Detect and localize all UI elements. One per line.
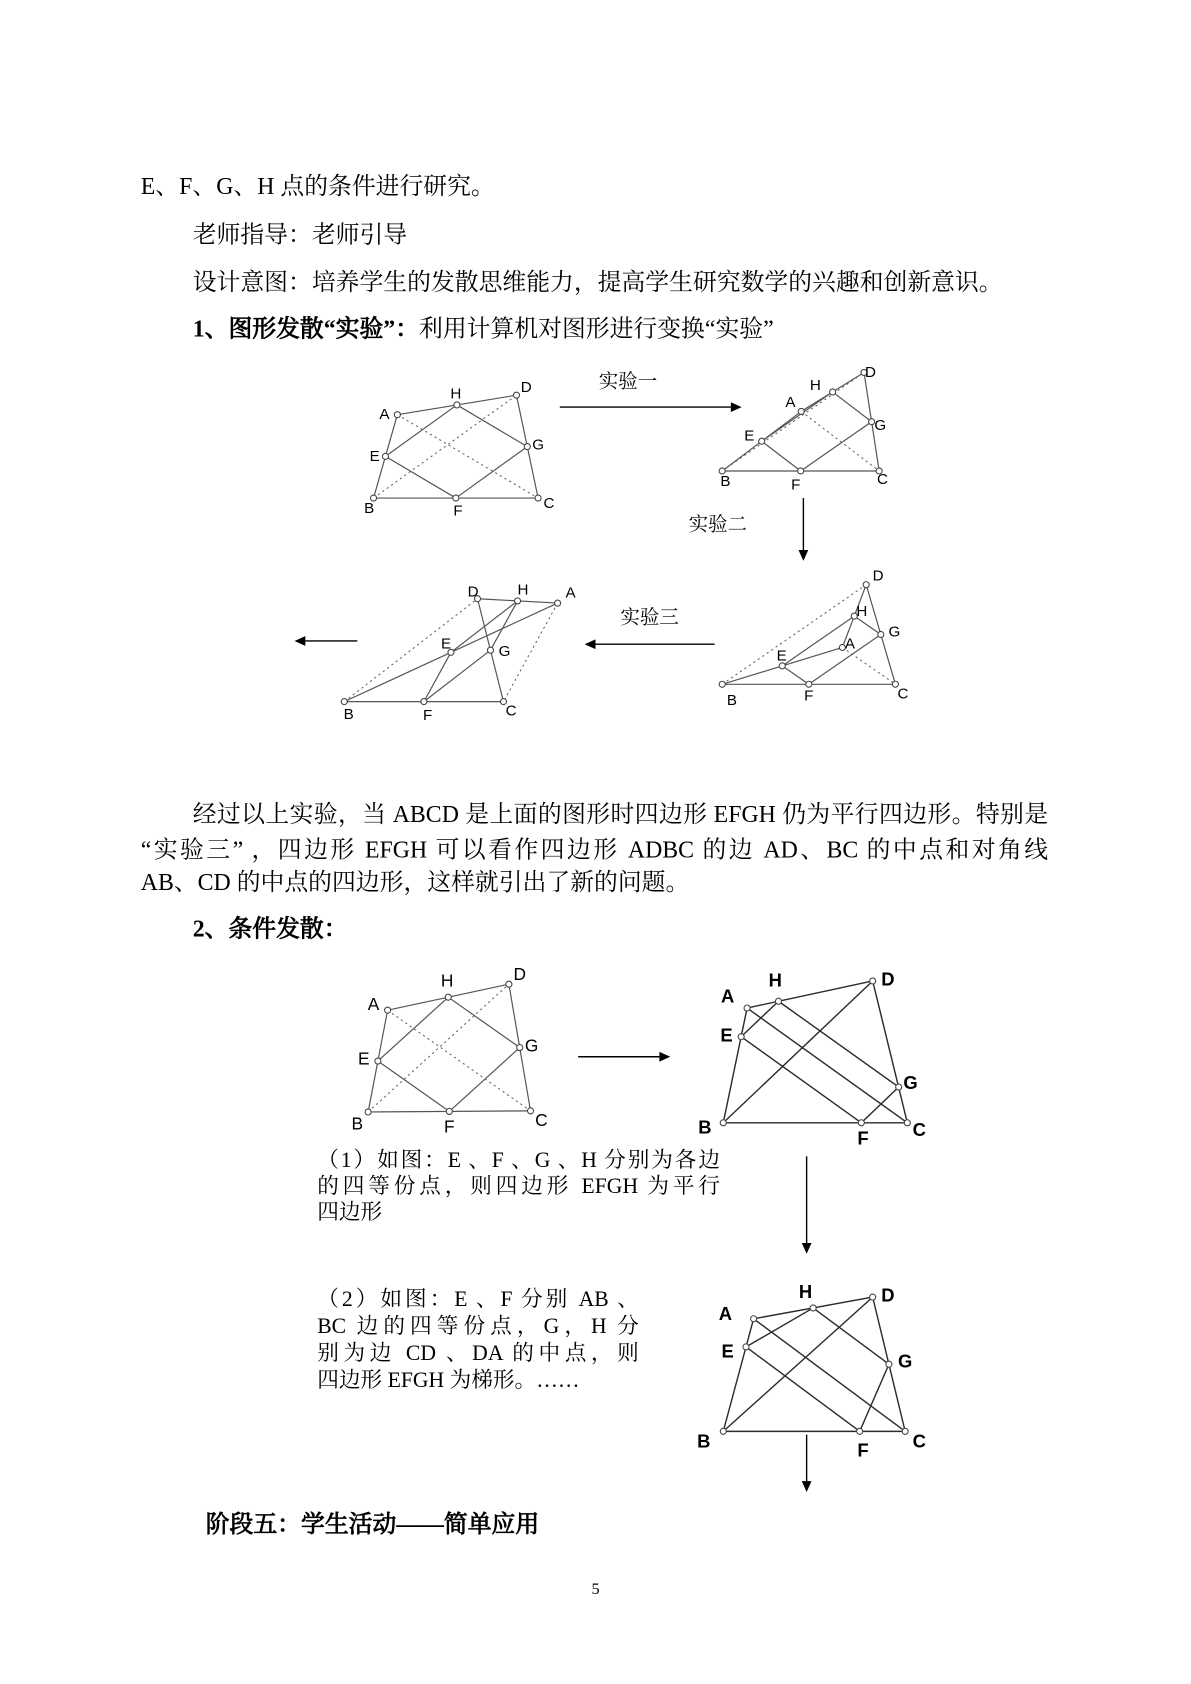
vertex-label-E: E bbox=[441, 635, 452, 653]
arrow-head bbox=[295, 636, 306, 646]
vertex-label-E: E bbox=[720, 1024, 733, 1046]
segment-FE bbox=[762, 441, 801, 471]
dashed-diagonal-BD bbox=[722, 585, 866, 685]
vertex-point-A bbox=[385, 1007, 391, 1013]
vertex-point-F bbox=[857, 1428, 863, 1434]
intro-line: E、F、G、H 点的条件进行研究。 bbox=[140, 172, 495, 200]
vertex-label-C: C bbox=[535, 1110, 548, 1131]
vertex-label-G: G bbox=[532, 436, 545, 454]
case-1-line: 的四等份点，则四边形 EFGH 为平行 bbox=[317, 1174, 721, 1199]
vertex-label-A: A bbox=[565, 584, 576, 602]
vertex-point-H bbox=[454, 402, 460, 408]
vertex-point-A bbox=[751, 1316, 757, 1322]
vertex-point-G bbox=[517, 1045, 523, 1051]
vertex-label-H: H bbox=[440, 970, 454, 991]
experiment-3-label: 实验三 bbox=[620, 606, 679, 628]
section-1-heading: 1、图形发散“实验”： bbox=[192, 315, 420, 343]
vertex-label-H: H bbox=[809, 376, 821, 394]
flow-arrow-continue-left bbox=[295, 636, 358, 646]
figure-6-quarter-points bbox=[698, 968, 926, 1148]
dashed-diagonal-AC bbox=[397, 415, 538, 498]
vertex-label-E: E bbox=[776, 647, 787, 665]
figure-4-experiment-3 bbox=[341, 581, 576, 724]
vertex-point-B bbox=[365, 1109, 371, 1115]
teacher-guidance: 老师指导：老师引导 bbox=[192, 220, 408, 248]
dashed-diagonal-BD bbox=[368, 984, 509, 1112]
vertex-label-B: B bbox=[351, 1113, 364, 1134]
figure-2-experiment-1 bbox=[719, 364, 888, 494]
vertex-label-F: F bbox=[444, 1116, 455, 1137]
dashed-diagonal-BD bbox=[374, 395, 517, 498]
vertex-point-C bbox=[904, 1120, 910, 1126]
vertex-label-H: H bbox=[450, 385, 462, 403]
vertex-label-F: F bbox=[804, 687, 814, 705]
vertex-point-A bbox=[798, 408, 804, 414]
vertex-label-B: B bbox=[697, 1430, 711, 1452]
case-2-line: BC 边的四等份点，G，H 分 bbox=[317, 1314, 639, 1339]
vertex-point-F bbox=[446, 1108, 452, 1114]
segment-FE bbox=[782, 666, 809, 684]
vertex-label-G: G bbox=[874, 416, 887, 434]
vertex-label-A: A bbox=[844, 635, 855, 653]
paragraph-line: AB、CD 的中点的四边形，这样就引出了新的问题。 bbox=[140, 868, 690, 896]
segment-FE bbox=[424, 652, 451, 701]
vertex-point-G bbox=[886, 1361, 892, 1367]
paragraph-line: 经过以上实验，当 ABCD 是上面的图形时四边形 EFGH 仍为平行四边形。特别是 bbox=[192, 800, 1049, 828]
vertex-point-D bbox=[513, 392, 519, 398]
flow-arrow-continue-down bbox=[802, 1435, 812, 1492]
vertex-label-B: B bbox=[726, 691, 737, 709]
segment-HG bbox=[448, 997, 519, 1047]
vertex-point-A bbox=[394, 412, 400, 418]
vertex-point-B bbox=[341, 699, 347, 705]
vertex-label-F: F bbox=[857, 1127, 869, 1149]
vertex-point-H bbox=[830, 389, 836, 395]
vertex-label-C: C bbox=[543, 494, 555, 512]
vertex-label-H: H bbox=[798, 1281, 813, 1303]
experiment-2-label: 实验二 bbox=[688, 513, 748, 535]
vertex-label-H: H bbox=[517, 581, 529, 599]
segment-GF bbox=[801, 422, 872, 471]
vertex-point-D bbox=[870, 978, 876, 984]
paragraph-line: “实验三” ，四边形 EFGH 可以看作四边形 ADBC 的边 AD、BC 的中点和对角线 bbox=[140, 835, 1049, 863]
dashed-diagonal-BD bbox=[722, 372, 864, 471]
segment-FE bbox=[378, 1061, 449, 1111]
vertex-label-E: E bbox=[721, 1340, 734, 1362]
dashed-diagonal-AC bbox=[503, 603, 557, 702]
figure-7-trapezoid bbox=[697, 1281, 926, 1460]
vertex-label-D: D bbox=[865, 363, 876, 381]
figure-5-condition-base bbox=[352, 964, 548, 1137]
vertex-point-H bbox=[810, 1305, 816, 1311]
flow-arrow-experiment-3 bbox=[585, 639, 715, 649]
vertex-point-C bbox=[528, 1108, 534, 1114]
vertex-label-F: F bbox=[453, 502, 463, 520]
figure-1-quadrilateral bbox=[364, 379, 554, 519]
arrow-head bbox=[799, 550, 809, 561]
vertex-label-G: G bbox=[903, 1072, 918, 1094]
vertex-point-H bbox=[515, 598, 521, 604]
vertex-point-B bbox=[720, 1428, 726, 1434]
vertex-label-B: B bbox=[343, 705, 354, 723]
segment-GF bbox=[456, 447, 527, 498]
dashed-diagonal-AC bbox=[842, 647, 895, 684]
vertex-label-G: G bbox=[898, 1350, 913, 1372]
vertex-point-A bbox=[555, 600, 561, 606]
dashed-diagonal-BD bbox=[344, 599, 477, 702]
vertex-label-E: E bbox=[358, 1048, 370, 1069]
segment-FE bbox=[385, 456, 455, 498]
section-1-line bbox=[193, 315, 774, 343]
vertex-label-H: H bbox=[768, 969, 782, 991]
vertex-label-D: D bbox=[467, 583, 479, 601]
vertex-point-B bbox=[719, 681, 725, 687]
vertex-label-B: B bbox=[364, 500, 375, 518]
vertex-label-A: A bbox=[367, 994, 380, 1015]
vertex-point-D bbox=[506, 981, 512, 987]
vertex-label-D: D bbox=[872, 567, 884, 585]
stage-5-heading: 阶段五：学生活动——简单应用 bbox=[205, 1510, 540, 1538]
segment-HG bbox=[833, 392, 872, 422]
vertex-label-E: E bbox=[744, 427, 755, 445]
flow-arrow-experiment-2 bbox=[799, 498, 809, 561]
dashed-diagonal-AC bbox=[388, 1010, 531, 1111]
vertex-point-H bbox=[445, 994, 451, 1000]
segment-EH bbox=[782, 616, 854, 666]
vertex-point-G bbox=[487, 647, 493, 653]
segment-GF bbox=[424, 650, 491, 701]
vertex-point-G bbox=[524, 444, 530, 450]
vertex-point-E bbox=[375, 1058, 381, 1064]
page-number: 5 bbox=[591, 1580, 600, 1599]
segment-GF bbox=[449, 1048, 519, 1112]
case-2-line: （2）如图：E 、F 分别 AB 、 bbox=[317, 1287, 639, 1312]
vertex-point-B bbox=[720, 1120, 726, 1126]
vertex-point-E bbox=[382, 453, 388, 459]
vertex-point-F bbox=[421, 699, 427, 705]
vertex-label-C: C bbox=[897, 685, 909, 703]
segment-EH bbox=[762, 392, 833, 441]
vertex-label-B: B bbox=[720, 473, 731, 491]
experiment-1-label: 实验一 bbox=[598, 370, 658, 392]
vertex-label-A: A bbox=[785, 394, 796, 412]
vertex-label-F: F bbox=[857, 1439, 869, 1461]
case-1-line: （1）如图：E 、F 、G 、H 分别为各边 bbox=[317, 1148, 721, 1173]
vertex-label-A: A bbox=[379, 406, 390, 424]
vertex-point-A bbox=[744, 1005, 750, 1011]
flow-arrow-experiment-1 bbox=[560, 402, 742, 412]
segment-GF bbox=[861, 1087, 898, 1123]
flow-arrow-case-1-to-2 bbox=[802, 1156, 812, 1253]
arrow-head bbox=[802, 1243, 812, 1254]
vertex-point-F bbox=[858, 1120, 864, 1126]
vertex-point-E bbox=[743, 1344, 749, 1350]
vertex-point-F bbox=[798, 468, 804, 474]
section-2-heading: 2、条件发散： bbox=[192, 914, 348, 942]
vertex-point-E bbox=[759, 438, 765, 444]
case-1-line: 四边形 bbox=[317, 1200, 383, 1225]
segment-GF bbox=[860, 1364, 889, 1431]
vertex-label-C: C bbox=[505, 702, 517, 720]
vertex-label-G: G bbox=[498, 643, 511, 661]
vertex-label-D: D bbox=[881, 1284, 895, 1306]
vertex-point-G bbox=[878, 631, 884, 637]
segment-HG bbox=[457, 405, 527, 447]
vertex-point-H bbox=[775, 998, 781, 1004]
segment-BA bbox=[723, 1319, 753, 1432]
vertex-label-C: C bbox=[912, 1118, 926, 1140]
vertex-label-B: B bbox=[698, 1116, 712, 1138]
arrow-head bbox=[802, 1481, 812, 1492]
section-1-text: 利用计算机对图形进行变换“实验” bbox=[419, 315, 774, 343]
arrow-head bbox=[731, 402, 742, 412]
flow-arrow-condition bbox=[578, 1052, 670, 1062]
case-2-line: 别为边 CD 、DA 的中点，则 bbox=[317, 1341, 639, 1366]
vertex-label-G: G bbox=[524, 1035, 539, 1056]
arrow-head bbox=[659, 1052, 670, 1062]
vertex-point-C bbox=[902, 1428, 908, 1434]
vertex-label-C: C bbox=[876, 470, 888, 488]
vertex-label-A: A bbox=[720, 985, 735, 1007]
arrow-head bbox=[585, 639, 596, 649]
vertex-label-F: F bbox=[423, 707, 433, 725]
vertex-point-D bbox=[870, 1294, 876, 1300]
vertex-label-D: D bbox=[520, 378, 532, 396]
vertex-label-D: D bbox=[513, 963, 526, 984]
vertex-label-C: C bbox=[912, 1430, 926, 1452]
vertex-label-H: H bbox=[856, 603, 868, 621]
segment-AD bbox=[747, 981, 873, 1008]
vertex-label-A: A bbox=[718, 1302, 733, 1324]
vertex-point-D bbox=[863, 582, 869, 588]
figure-3-experiment-2 bbox=[719, 567, 908, 709]
vertex-label-D: D bbox=[881, 968, 895, 990]
vertex-point-F bbox=[453, 495, 459, 501]
case-2-line: 四边形 EFGH 为梯形。…… bbox=[317, 1368, 580, 1393]
vertex-label-G: G bbox=[888, 623, 901, 641]
design-intent: 设计意图：培养学生的发散思维能力，提高学生研究数学的兴趣和创新意识。 bbox=[192, 268, 1003, 296]
vertex-point-E bbox=[738, 1034, 744, 1040]
vertex-point-C bbox=[535, 495, 541, 501]
vertex-point-G bbox=[896, 1084, 902, 1090]
vertex-label-E: E bbox=[369, 448, 380, 466]
vertex-label-F: F bbox=[791, 476, 801, 494]
vertex-point-F bbox=[806, 681, 812, 687]
